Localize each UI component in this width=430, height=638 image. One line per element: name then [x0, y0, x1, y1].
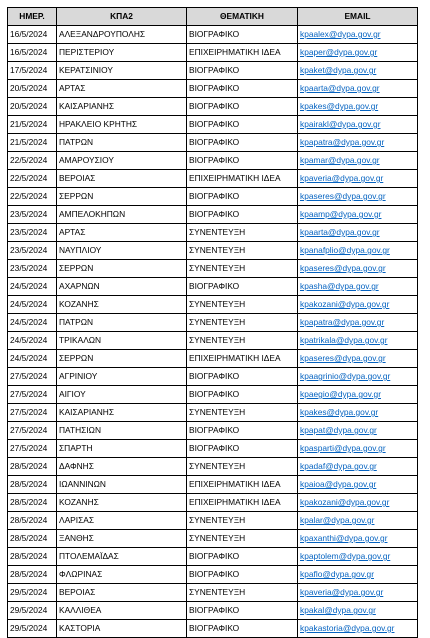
- table-row: [8, 134, 418, 152]
- cell-topic: ΒΙΟΓΡΑΦΙΚΟ: [187, 80, 298, 98]
- email-link[interactable]: kpaseres@dypa.gov.gr: [300, 353, 386, 363]
- table-row: [8, 530, 418, 548]
- table-row: [8, 620, 418, 638]
- table-row: [8, 548, 418, 566]
- table-row: [8, 278, 418, 296]
- cell-date: 23/5/2024: [8, 242, 57, 260]
- cell-kpa: ΞΑΝΘΗΣ: [57, 530, 187, 548]
- cell-date: 23/5/2024: [8, 224, 57, 242]
- cell-kpa: ΠΑΤΗΣΙΩΝ: [57, 422, 187, 440]
- cell-date: 24/5/2024: [8, 332, 57, 350]
- column-header-email: EMAIL: [298, 8, 418, 26]
- cell-kpa: ΣΠΑΡΤΗ: [57, 440, 187, 458]
- cell-date: 24/5/2024: [8, 296, 57, 314]
- cell-kpa: ΗΡΑΚΛΕΙΟ ΚΡΗΤΗΣ: [57, 116, 187, 134]
- cell-date: 29/5/2024: [8, 584, 57, 602]
- email-link[interactable]: kpaket@dypa.gov.gr: [300, 65, 377, 75]
- cell-email: [298, 584, 418, 602]
- table-row: [8, 170, 418, 188]
- cell-email: [298, 80, 418, 98]
- cell-topic: ΕΠΙΧΕΙΡΗΜΑΤΙΚΗ ΙΔΕΑ: [187, 44, 298, 62]
- table-row: [8, 440, 418, 458]
- cell-topic: ΣΥΝΕΝΤΕΥΞΗ: [187, 584, 298, 602]
- cell-date: 27/5/2024: [8, 440, 57, 458]
- cell-kpa: ΒΕΡΟΙΑΣ: [57, 584, 187, 602]
- table-row: [8, 566, 418, 584]
- cell-kpa: ΛΑΡΙΣΑΣ: [57, 512, 187, 530]
- cell-topic: ΣΥΝΕΝΤΕΥΞΗ: [187, 530, 298, 548]
- cell-email: [298, 242, 418, 260]
- cell-kpa: ΒΕΡΟΙΑΣ: [57, 170, 187, 188]
- email-link[interactable]: kpaagrinio@dypa.gov.gr: [300, 371, 391, 381]
- cell-email: [298, 530, 418, 548]
- cell-date: 28/5/2024: [8, 458, 57, 476]
- table-row: [8, 116, 418, 134]
- email-link[interactable]: kpaseres@dypa.gov.gr: [300, 191, 386, 201]
- cell-date: 28/5/2024: [8, 512, 57, 530]
- cell-email: [298, 260, 418, 278]
- schedule-sheet: [7, 7, 418, 638]
- cell-email: [298, 62, 418, 80]
- cell-date: 22/5/2024: [8, 152, 57, 170]
- cell-date: 23/5/2024: [8, 260, 57, 278]
- cell-email: [298, 296, 418, 314]
- cell-kpa: ΠΑΤΡΩΝ: [57, 134, 187, 152]
- table-row: [8, 332, 418, 350]
- table-row: [8, 314, 418, 332]
- table-row: [8, 422, 418, 440]
- cell-email: [298, 494, 418, 512]
- table-row: [8, 296, 418, 314]
- cell-email: [298, 314, 418, 332]
- column-header-kpa: ΚΠΑ2: [57, 8, 187, 26]
- table-row: [8, 224, 418, 242]
- cell-topic: ΣΥΝΕΝΤΕΥΞΗ: [187, 224, 298, 242]
- cell-kpa: ΚΑΙΣΑΡΙΑΝΗΣ: [57, 98, 187, 116]
- cell-kpa: ΣΕΡΡΩΝ: [57, 350, 187, 368]
- email-link[interactable]: kpanafplio@dypa.gov.gr: [300, 245, 390, 255]
- cell-kpa: ΣΕΡΡΩΝ: [57, 188, 187, 206]
- email-link[interactable]: kpaegio@dypa.gov.gr: [300, 389, 381, 399]
- cell-email: [298, 548, 418, 566]
- email-link[interactable]: kpapatra@dypa.gov.gr: [300, 317, 385, 327]
- cell-topic: ΒΙΟΓΡΑΦΙΚΟ: [187, 566, 298, 584]
- cell-topic: ΒΙΟΓΡΑΦΙΚΟ: [187, 98, 298, 116]
- email-link[interactable]: kpairakl@dypa.gov.gr: [300, 119, 381, 129]
- cell-kpa: ΙΩΑΝΝΙΝΩΝ: [57, 476, 187, 494]
- cell-email: [298, 224, 418, 242]
- email-link[interactable]: kpaptolem@dypa.gov.gr: [300, 551, 391, 561]
- cell-date: 24/5/2024: [8, 314, 57, 332]
- table-row: [8, 98, 418, 116]
- cell-topic: ΕΠΙΧΕΙΡΗΜΑΤΙΚΗ ΙΔΕΑ: [187, 170, 298, 188]
- cell-topic: ΒΙΟΓΡΑΦΙΚΟ: [187, 620, 298, 638]
- table-row: [8, 188, 418, 206]
- cell-email: [298, 170, 418, 188]
- email-link[interactable]: kpaarta@dypa.gov.gr: [300, 83, 380, 93]
- email-link[interactable]: kpadaf@dypa.gov.gr: [300, 461, 377, 471]
- table-row: [8, 458, 418, 476]
- cell-kpa: ΑΡΤΑΣ: [57, 224, 187, 242]
- table-row: [8, 494, 418, 512]
- cell-kpa: ΦΛΩΡΙΝΑΣ: [57, 566, 187, 584]
- table-row: [8, 602, 418, 620]
- cell-date: 28/5/2024: [8, 494, 57, 512]
- column-header-topic: ΘΕΜΑΤΙΚΗ: [187, 8, 298, 26]
- cell-kpa: ΣΕΡΡΩΝ: [57, 260, 187, 278]
- table-row: [8, 404, 418, 422]
- cell-topic: ΣΥΝΕΝΤΕΥΞΗ: [187, 404, 298, 422]
- cell-topic: ΒΙΟΓΡΑΦΙΚΟ: [187, 368, 298, 386]
- cell-email: [298, 278, 418, 296]
- cell-email: [298, 602, 418, 620]
- cell-kpa: ΑΜΑΡΟΥΣΙΟΥ: [57, 152, 187, 170]
- cell-date: 23/5/2024: [8, 206, 57, 224]
- cell-date: 24/5/2024: [8, 278, 57, 296]
- cell-email: [298, 134, 418, 152]
- table-row: [8, 44, 418, 62]
- cell-email: [298, 332, 418, 350]
- cell-email: [298, 566, 418, 584]
- cell-topic: ΕΠΙΧΕΙΡΗΜΑΤΙΚΗ ΙΔΕΑ: [187, 476, 298, 494]
- cell-kpa: ΝΑΥΠΛΙΟΥ: [57, 242, 187, 260]
- cell-email: [298, 350, 418, 368]
- cell-date: 21/5/2024: [8, 134, 57, 152]
- cell-date: 28/5/2024: [8, 530, 57, 548]
- cell-date: 22/5/2024: [8, 188, 57, 206]
- cell-kpa: ΠΤΟΛΕΜΑΪΔΑΣ: [57, 548, 187, 566]
- email-link[interactable]: kpaveria@dypa.gov.gr: [300, 173, 384, 183]
- cell-date: 28/5/2024: [8, 548, 57, 566]
- table-row: [8, 386, 418, 404]
- cell-topic: ΒΙΟΓΡΑΦΙΚΟ: [187, 62, 298, 80]
- email-link[interactable]: kpaioa@dypa.gov.gr: [300, 479, 377, 489]
- email-link[interactable]: kpalar@dypa.gov.gr: [300, 515, 375, 525]
- table-row: [8, 242, 418, 260]
- cell-email: [298, 404, 418, 422]
- cell-date: 27/5/2024: [8, 368, 57, 386]
- cell-email: [298, 98, 418, 116]
- cell-date: 22/5/2024: [8, 170, 57, 188]
- cell-email: [298, 116, 418, 134]
- cell-email: [298, 188, 418, 206]
- cell-topic: ΣΥΝΕΝΤΕΥΞΗ: [187, 260, 298, 278]
- cell-email: [298, 386, 418, 404]
- email-link[interactable]: kpaamp@dypa.gov.gr: [300, 209, 382, 219]
- email-link[interactable]: kpasparti@dypa.gov.gr: [300, 443, 386, 453]
- table-body: [8, 26, 418, 638]
- cell-date: 28/5/2024: [8, 476, 57, 494]
- cell-email: [298, 26, 418, 44]
- cell-kpa: ΚΟΖΑΝΗΣ: [57, 494, 187, 512]
- cell-date: 27/5/2024: [8, 422, 57, 440]
- cell-email: [298, 206, 418, 224]
- cell-topic: ΒΙΟΓΡΑΦΙΚΟ: [187, 548, 298, 566]
- cell-topic: ΣΥΝΕΝΤΕΥΞΗ: [187, 296, 298, 314]
- cell-topic: ΒΙΟΓΡΑΦΙΚΟ: [187, 440, 298, 458]
- cell-kpa: ΚΑΛΛΙΘΕΑ: [57, 602, 187, 620]
- cell-topic: ΒΙΟΓΡΑΦΙΚΟ: [187, 602, 298, 620]
- cell-topic: ΒΙΟΓΡΑΦΙΚΟ: [187, 206, 298, 224]
- table-row: [8, 206, 418, 224]
- cell-topic: ΕΠΙΧΕΙΡΗΜΑΤΙΚΗ ΙΔΕΑ: [187, 494, 298, 512]
- email-link[interactable]: kpakes@dypa.gov.gr: [300, 101, 379, 111]
- cell-date: 27/5/2024: [8, 386, 57, 404]
- cell-kpa: ΑΛΕΞΑΝΔΡΟΥΠΟΛΗΣ: [57, 26, 187, 44]
- cell-date: 20/5/2024: [8, 80, 57, 98]
- cell-email: [298, 458, 418, 476]
- column-header-date: ΗΜΕΡ.: [8, 8, 57, 26]
- cell-date: 21/5/2024: [8, 116, 57, 134]
- schedule-table: [7, 7, 418, 638]
- cell-date: 24/5/2024: [8, 350, 57, 368]
- cell-topic: ΒΙΟΓΡΑΦΙΚΟ: [187, 188, 298, 206]
- cell-topic: ΒΙΟΓΡΑΦΙΚΟ: [187, 26, 298, 44]
- cell-date: 16/5/2024: [8, 44, 57, 62]
- cell-date: 17/5/2024: [8, 62, 57, 80]
- cell-topic: ΒΙΟΓΡΑΦΙΚΟ: [187, 134, 298, 152]
- cell-topic: ΒΙΟΓΡΑΦΙΚΟ: [187, 422, 298, 440]
- cell-topic: ΒΙΟΓΡΑΦΙΚΟ: [187, 386, 298, 404]
- email-link[interactable]: kpaalex@dypa.gov.gr: [300, 29, 381, 39]
- email-link[interactable]: kpapatra@dypa.gov.gr: [300, 137, 385, 147]
- cell-email: [298, 512, 418, 530]
- cell-email: [298, 620, 418, 638]
- cell-email: [298, 368, 418, 386]
- table-row: [8, 368, 418, 386]
- table-row: [8, 62, 418, 80]
- table-row: [8, 26, 418, 44]
- table-row: [8, 476, 418, 494]
- email-link[interactable]: kpaper@dypa.gov.gr: [300, 47, 378, 57]
- cell-date: 28/5/2024: [8, 566, 57, 584]
- cell-topic: ΣΥΝΕΝΤΕΥΞΗ: [187, 332, 298, 350]
- table-row: [8, 584, 418, 602]
- cell-topic: ΣΥΝΕΝΤΕΥΞΗ: [187, 242, 298, 260]
- email-link[interactable]: kpamar@dypa.gov.gr: [300, 155, 380, 165]
- email-link[interactable]: kpaflo@dypa.gov.gr: [300, 569, 374, 579]
- cell-topic: ΒΙΟΓΡΑΦΙΚΟ: [187, 152, 298, 170]
- table-row: [8, 80, 418, 98]
- cell-topic: ΣΥΝΕΝΤΕΥΞΗ: [187, 458, 298, 476]
- email-link[interactable]: kpakes@dypa.gov.gr: [300, 407, 379, 417]
- cell-date: 20/5/2024: [8, 98, 57, 116]
- cell-kpa: ΚΑΣΤΟΡΙΑ: [57, 620, 187, 638]
- cell-kpa: ΤΡΙΚΑΛΩΝ: [57, 332, 187, 350]
- cell-kpa: ΚΕΡΑΤΣΙΝΙΟΥ: [57, 62, 187, 80]
- cell-kpa: ΠΑΤΡΩΝ: [57, 314, 187, 332]
- cell-email: [298, 152, 418, 170]
- cell-topic: ΒΙΟΓΡΑΦΙΚΟ: [187, 278, 298, 296]
- cell-kpa: ΚΟΖΑΝΗΣ: [57, 296, 187, 314]
- cell-topic: ΣΥΝΕΝΤΕΥΞΗ: [187, 512, 298, 530]
- email-link[interactable]: kpakozani@dypa.gov.gr: [300, 299, 390, 309]
- cell-kpa: ΑΙΓΙΟΥ: [57, 386, 187, 404]
- email-link[interactable]: kpasha@dypa.gov.gr: [300, 281, 379, 291]
- cell-topic: ΣΥΝΕΝΤΕΥΞΗ: [187, 314, 298, 332]
- cell-kpa: ΑΜΠΕΛΟΚΗΠΩΝ: [57, 206, 187, 224]
- email-link[interactable]: kpaarta@dypa.gov.gr: [300, 227, 380, 237]
- email-link[interactable]: kpaxanthi@dypa.gov.gr: [300, 533, 388, 543]
- table-row: [8, 152, 418, 170]
- cell-kpa: ΔΑΦΝΗΣ: [57, 458, 187, 476]
- table-row: [8, 260, 418, 278]
- cell-email: [298, 422, 418, 440]
- email-link[interactable]: kpakozani@dypa.gov.gr: [300, 497, 390, 507]
- cell-kpa: ΚΑΙΣΑΡΙΑΝΗΣ: [57, 404, 187, 422]
- cell-topic: ΒΙΟΓΡΑΦΙΚΟ: [187, 116, 298, 134]
- table-row: [8, 512, 418, 530]
- email-link[interactable]: kpakal@dypa.gov.gr: [300, 605, 376, 615]
- email-link[interactable]: kpakastoria@dypa.gov.gr: [300, 623, 395, 633]
- cell-email: [298, 476, 418, 494]
- table-row: [8, 350, 418, 368]
- cell-kpa: ΑΧΑΡΝΩΝ: [57, 278, 187, 296]
- cell-kpa: ΑΓΡΙΝΙΟΥ: [57, 368, 187, 386]
- header-row: [8, 8, 418, 26]
- cell-date: 16/5/2024: [8, 26, 57, 44]
- cell-kpa: ΑΡΤΑΣ: [57, 80, 187, 98]
- cell-email: [298, 440, 418, 458]
- cell-topic: ΕΠΙΧΕΙΡΗΜΑΤΙΚΗ ΙΔΕΑ: [187, 350, 298, 368]
- email-link[interactable]: kpaveria@dypa.gov.gr: [300, 587, 384, 597]
- cell-date: 29/5/2024: [8, 602, 57, 620]
- cell-date: 27/5/2024: [8, 404, 57, 422]
- email-link[interactable]: kpaseres@dypa.gov.gr: [300, 263, 386, 273]
- cell-kpa: ΠΕΡΙΣΤΕΡΙΟΥ: [57, 44, 187, 62]
- cell-email: [298, 44, 418, 62]
- cell-date: 29/5/2024: [8, 620, 57, 638]
- email-link[interactable]: kpapat@dypa.gov.gr: [300, 425, 377, 435]
- email-link[interactable]: kpatrikala@dypa.gov.gr: [300, 335, 388, 345]
